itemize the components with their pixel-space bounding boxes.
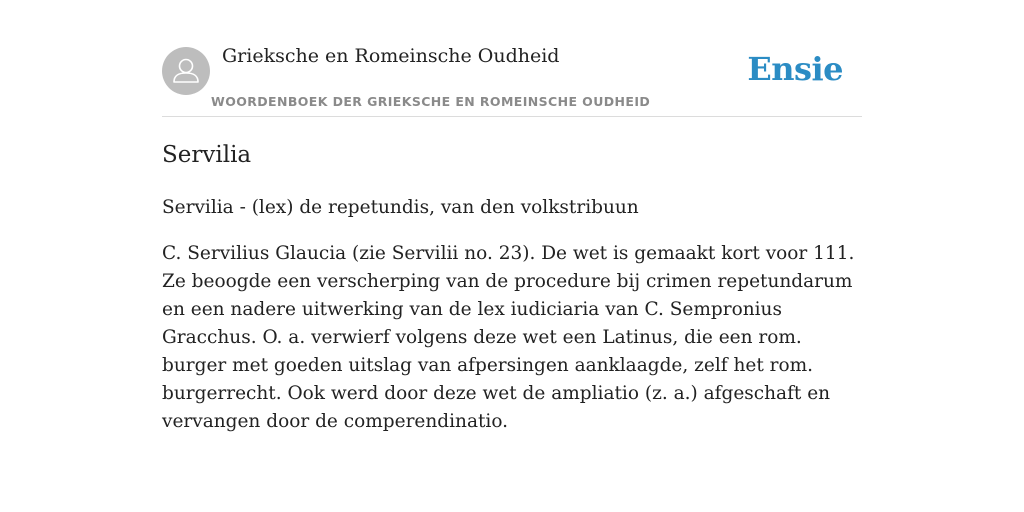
ensie-logo[interactable]: Ensie [747, 50, 843, 88]
source-subtitle: WOORDENBOEK DER GRIEKSCHE EN ROMEINSCHE OUDHEID [211, 94, 651, 109]
entry-content [162, 140, 862, 436]
avatar[interactable] [162, 47, 210, 95]
entry-title: Servilia [162, 142, 252, 168]
entry-body: C. Servilius Glaucia (zie Servilii no. 23). De wet is gemaakt kort voor 111. Ze beoogde een verscherping van de procedure bij crimen repetundarum en een nadere uitwerking van de lex iudiciaria van C. Sempronius Gracchus. O. a. verwierf volgens deze wet een Latinus, die een rom. burger met goeden uitslag van afpersingen aanklaagde, zelf het rom. burgerrecht. Ook werd door deze wet de ampliatio (z. a.) afgeschaft en vervangen door de comperendinatio. [162, 243, 855, 432]
user-icon [162, 47, 210, 95]
entry-lead: Servilia - (lex) de repetundis, van den volkstribuun [162, 197, 639, 218]
source-title-link[interactable]: Grieksche en Romeinsche Oudheid [222, 45, 560, 67]
source-header [162, 40, 862, 117]
